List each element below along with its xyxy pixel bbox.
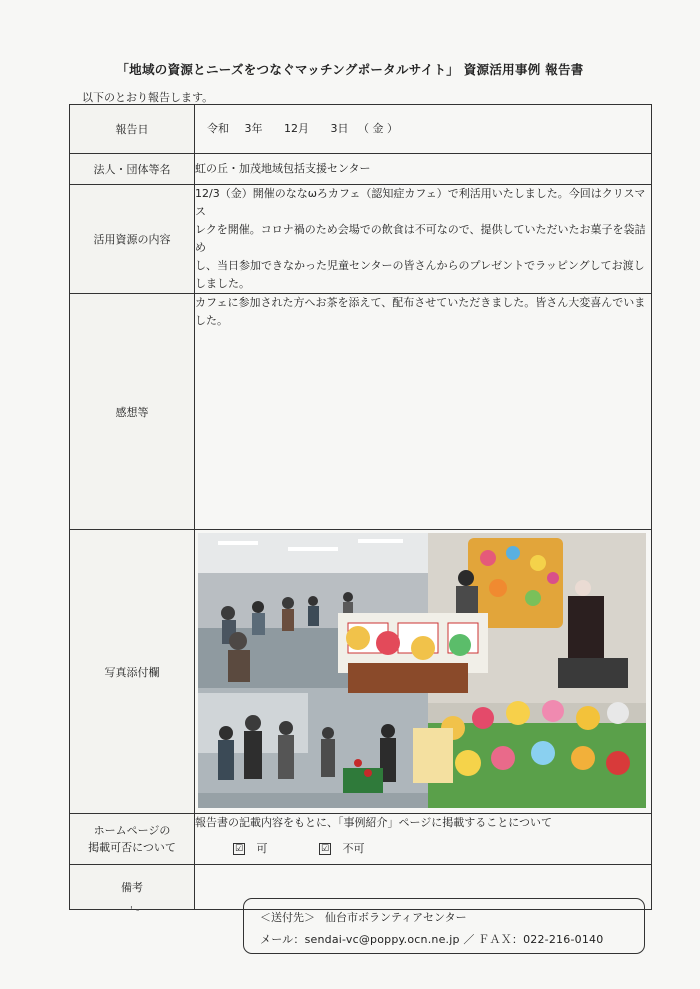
- content-line: レクを開催。コロナ禍のため会場での飲食は不可なので、提供していただいたお菓子を袋詰め: [195, 223, 646, 254]
- label-notes: 備考: [70, 865, 195, 910]
- value-report-date: [195, 105, 652, 154]
- label-photo: 写真添付欄: [70, 530, 195, 814]
- intro-text: 以下のとおり報告します。: [82, 91, 214, 104]
- label-homepage-permission: [70, 814, 195, 865]
- footer-send-to-box: [243, 898, 645, 954]
- row-impressions: [70, 294, 652, 530]
- checkbox-no[interactable]: ☑: [320, 844, 330, 854]
- option-yes[interactable]: [233, 840, 268, 858]
- option-yes-label: 可: [256, 842, 268, 855]
- label-organization: 法人・団体等名: [70, 154, 195, 185]
- date-year: 3年: [244, 122, 263, 135]
- label-line: 掲載可否について: [88, 841, 176, 854]
- send-to-label: ＜送付先＞: [260, 911, 315, 924]
- value-photo: [195, 530, 652, 814]
- row-photo: [70, 530, 652, 814]
- date-day: 3日: [330, 122, 349, 135]
- document-title: 「地域の資源とニーズをつなぐマッチングポータルサイト」 資源活用事例 報告書: [116, 62, 584, 77]
- option-no-label: 不可: [342, 842, 365, 855]
- label-line: ホームページの: [93, 824, 171, 837]
- row-report-date: [70, 105, 652, 154]
- label-resource-content: 活用資源の内容: [70, 185, 195, 294]
- content-line: 12/3（金）開催のななωろカフェ（認知症カフェ）で利活用いたしました。今回はクリスマス: [195, 187, 646, 218]
- checkbox-yes[interactable]: ☑: [234, 844, 244, 854]
- date-era: 令和: [207, 122, 229, 135]
- row-resource-content: [70, 185, 652, 294]
- content-line: し、当日参加できなかった児童センターの皆さんからのプレゼントでラッピングしてお渡ししました。: [195, 259, 645, 290]
- event-photo-collage: [198, 533, 646, 808]
- stray-mark: ' -: [130, 905, 140, 916]
- label-impressions: 感想等: [70, 294, 195, 530]
- homepage-statement: 報告書の記載内容をもとに、「事例紹介」ページに掲載することについて: [195, 816, 553, 829]
- value-organization: 虹の丘・加茂地域包括支援センター: [195, 154, 652, 185]
- footer-line-recipient: [260, 909, 467, 925]
- value-impressions: カフェに参加された方へお茶を添えて、配布させていただきました。皆さん大変喜んでいました。: [195, 294, 652, 530]
- label-report-date: 報告日: [70, 105, 195, 154]
- row-homepage-permission: [70, 814, 652, 865]
- date-weekday: （ 金 ）: [358, 122, 398, 135]
- send-to-value: 仙台市ボランティアセンター: [325, 911, 467, 924]
- date-month: 12月: [284, 122, 309, 135]
- option-no[interactable]: [319, 840, 365, 858]
- value-homepage-permission: [195, 814, 652, 865]
- report-table: [69, 104, 652, 910]
- row-organization: [70, 154, 652, 185]
- value-resource-content: [195, 185, 652, 294]
- permission-options: [195, 840, 651, 858]
- footer-contact: メール：sendai-vc@poppy.ocn.ne.jp ／ ＦＡＸ：022-216-0140: [260, 933, 604, 946]
